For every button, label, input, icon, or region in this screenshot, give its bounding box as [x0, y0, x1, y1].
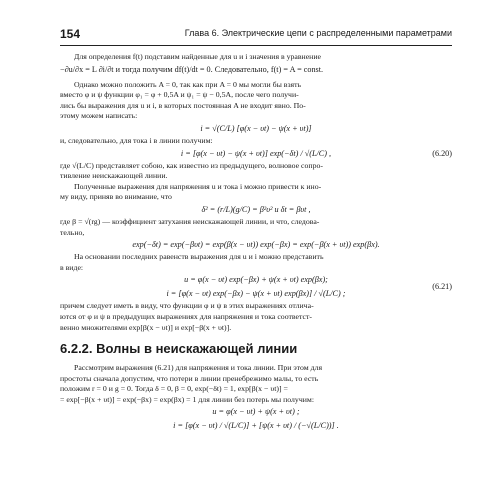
page-body: [60, 52, 452, 433]
text-line: ются от φ и ψ в предыдущих выражениях для напряжения и тока соответст-: [60, 311, 312, 321]
equation-6-21: [60, 273, 452, 287]
page-number: 154: [60, 27, 81, 41]
text-line: и, следовательно, для тока i в линии получим:: [60, 135, 213, 145]
equation: i = √(C/L) [φ(x − υt) − ψ(x + υt)]: [200, 123, 312, 133]
equation: u = φ(x − υt) + ψ(x + υt) ;: [212, 407, 300, 417]
text-line: = exp[−β(x + υt)] = exp(−βx) = exp(βx) = 1 для линии без потерь мы получим:: [60, 394, 315, 404]
text-line: Для определения f(t) подставим найденные для u и i значения в уравнение: [74, 52, 321, 61]
text-line: Однако можно положить A = 0, так как при A = 0 мы могли бы взять: [74, 79, 302, 89]
text-line: положим r = 0 и g = 0. Тогда δ = 0, β = 0, exp(−δt) = 1, exp[β(x − υt)] =: [60, 384, 288, 394]
equation-6-21-b: [60, 282, 452, 301]
text-line: где β = √(rg) — коэффициент затухания неискажающей линии, и что, следова-: [60, 216, 320, 226]
equation-body: i = [φ(x − υt) exp(−βx) − ψ(x + υt) exp(βx)] / √(L/C) ;: [166, 289, 346, 299]
equation: i = [φ(x − υt) / √(L/C)] + [ψ(x + υt) / (−√(L/C))] .: [173, 421, 339, 431]
page-header: [60, 27, 452, 46]
equation-body: u = φ(x − υt) exp(−βx) + ψ(x + υt) exp(βx);: [184, 275, 328, 285]
text-line: му виду, приняв во внимание, что: [60, 192, 172, 202]
text-line: Полученные выражения для напряжения u и тока i можно привести к ино-: [74, 181, 322, 191]
chapter-title: Глава 6. Электрические цепи с распределенными параметрами: [184, 28, 452, 38]
equation-number: (6.20): [432, 148, 452, 158]
text-line: Рассмотрим выражения (6.21) для напряжения и тока линии. При этом для: [74, 363, 323, 373]
section-heading: 6.2.2. Волны в неискажающей линии: [60, 341, 298, 357]
text-line: тивление неискажающей линии.: [60, 171, 168, 181]
equation: δ² = (r/L)(g/C) = β²υ² и δt = βυt ,: [201, 204, 311, 214]
text-line: лись бы выражения для u и i, в которых постоянная A не входит явно. По-: [60, 100, 306, 110]
text-line: На основании последних равенств выражения для u и i можно представить: [74, 252, 324, 262]
text-line: в виде:: [60, 262, 84, 272]
text-line: где √(L/C) представляет собою, как известно из предыдущего, волновое сопро-: [60, 160, 323, 170]
text-line: этому можем написать:: [60, 111, 138, 121]
text-line: простоты сначала допустим, что потери в линии пренебрежимо малы, то есть: [60, 373, 319, 383]
equation: exp(−δt) = exp(−βυt) = exp(β(x − υt)) exp(−βx) = exp(−β(x + υt)) exp(βx).: [132, 240, 380, 250]
text-line: вместо φ и ψ функции φ₁ = φ + 0,5A и ψ₁ = ψ − 0,5A, после чего получи-: [60, 90, 299, 100]
text-line: тельно,: [60, 227, 85, 237]
equation-6-20: [60, 147, 452, 161]
equation-number: (6.21): [432, 282, 452, 292]
text-line: причем следует иметь в виду, что функции φ и ψ в этих выражениях отлича-: [60, 301, 314, 311]
equation-body: i = [φ(x − υt) − ψ(x + υt)] exp(−δt) / √(L/C) ,: [180, 148, 332, 158]
text-line: венно множителями exp[β(x − υt)] и exp[−β(x + υt)].: [60, 322, 232, 332]
text-line: −∂u/∂x = L ∂i/∂t и тогда получим df(t)/dt = 0. Следовательно, f(t) = A = const.: [60, 64, 324, 74]
